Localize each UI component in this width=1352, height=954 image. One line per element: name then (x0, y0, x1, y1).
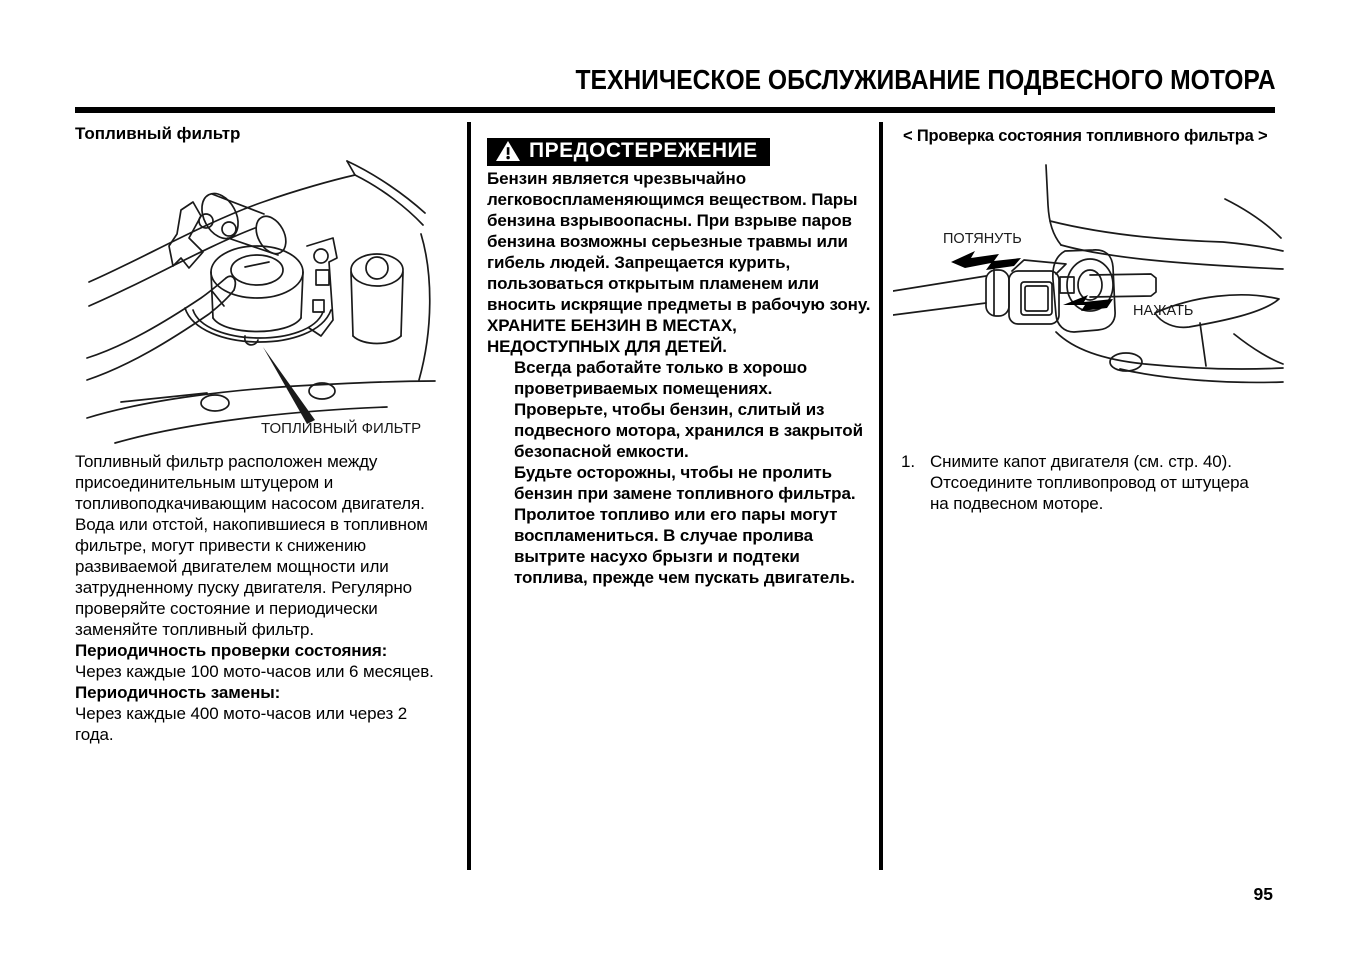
warning-item: Пролитое топливо или его пары могут воспламениться. В случае пролива вытрите насухо брызги и подтеки топлива, прежде чем пускать двигатель. (514, 505, 855, 587)
page-title: ТЕХНИЧЕСКОЕ ОБСЛУЖИВАНИЕ ПОДВЕСНОГО МОТОРА (574, 64, 1275, 95)
step-number: 1. (901, 452, 915, 471)
step-item-1 (901, 451, 1277, 514)
header-rule (75, 107, 1275, 113)
step-text: Снимите капот двигателя (см. стр. 40). Отсоедините топливопровод от штуцера на подвесном моторе. (930, 452, 1249, 513)
press-label: НАЖАТЬ (1133, 303, 1194, 319)
warning-header (487, 138, 770, 166)
pull-label: ПОТЯНУТЬ (943, 231, 1022, 247)
right-column-heading: < Проверка состояния топливного фильтра > (903, 127, 1268, 145)
check-interval-label: Периодичность проверки состояния: (75, 641, 388, 660)
warning-text (487, 168, 873, 588)
left-column-text (75, 451, 443, 745)
fuel-filter-paragraph: Топливный фильтр расположен между присоединительным штуцером и топливоподкачивающим насосом двигателя. Вода или отстой, накопившиеся в топливном фильтре, могут привести к снижению развиваемой двигателем мощности или затрудненному пуску двигателя. Регулярно проверяйте состояние и периодически заменяйте топливный фильтр. (75, 452, 428, 639)
warning-triangle-icon (495, 140, 521, 162)
left-column-heading: Топливный фильтр (75, 124, 241, 143)
check-interval-text: Через каждые 100 мото-часов или 6 месяцев. (75, 662, 434, 681)
warning-paragraph: Бензин является чрезвычайно легковоспламеняющимся веществом. Пары бензина взрывоопасны. При взрыве паров бензина возможны серьезные травмы или гибель людей. Запрещается курить, пользоваться открытым пламенем или вносить искрящие предметы в рабочую зону. ХРАНИТЕ БЕНЗИН В МЕСТАХ, НЕДОСТУПНЫХ ДЛЯ ДЕТЕЙ. (487, 169, 871, 356)
column-divider-right (879, 122, 883, 870)
warning-item: Всегда работайте только в хорошо проветриваемых помещениях. (514, 358, 808, 398)
engine-top-illustration (85, 150, 437, 448)
fuel-line-connector-illustration (893, 163, 1285, 393)
fuel-filter-figure-label: ТОПЛИВНЫЙ ФИЛЬТР (261, 420, 422, 437)
replace-interval-label: Периодичность замены: (75, 683, 281, 702)
warning-title: ПРЕДОСТЕРЕЖЕНИЕ (529, 139, 758, 162)
page-number: 95 (1253, 884, 1273, 904)
fuel-filter-figure (85, 150, 437, 448)
replace-interval-text: Через каждые 400 мото-часов или через 2 года. (75, 704, 408, 744)
warning-item: Проверьте, чтобы бензин, слитый из подвесного мотора, хранился в закрытой безопасной емкости. (514, 400, 863, 461)
column-divider-left (467, 122, 471, 870)
fuel-line-connector-figure (893, 163, 1285, 393)
warning-item: Будьте осторожны, чтобы не пролить бензин при замене топливного фильтра. (514, 463, 856, 503)
